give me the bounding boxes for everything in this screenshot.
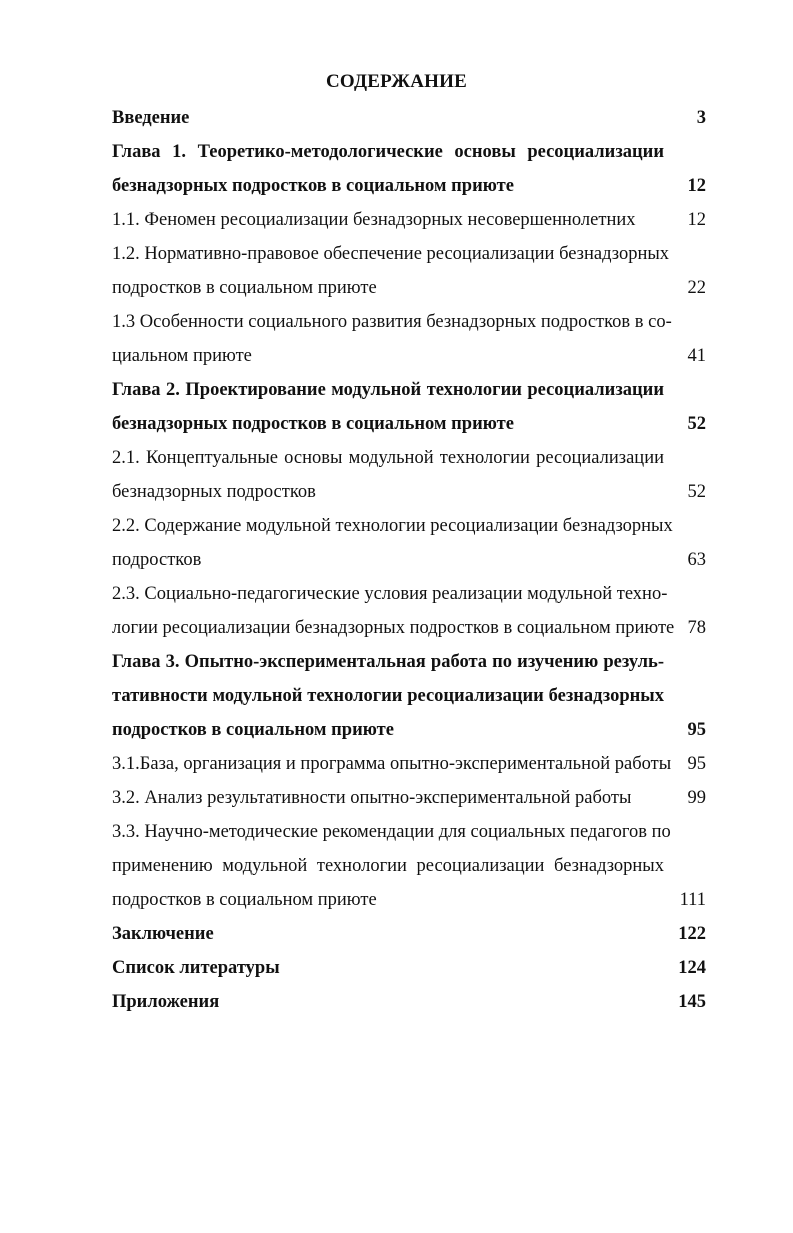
toc-page-number: 63: [687, 550, 706, 570]
toc-entry: [112, 577, 706, 645]
toc-entry-line: 2.1. Концептуальные основы модульной технологии ресоциализации: [112, 448, 664, 468]
toc-entry-line: 3.1.База, организация и программа опытно-экспериментальной работы: [112, 754, 672, 774]
toc-page-number: 95: [687, 754, 706, 774]
toc-entry-line: 3.3. Научно-методические рекомендации для социальных педагогов по: [112, 822, 671, 842]
toc-entry: [112, 305, 706, 373]
toc-page-number: 95: [687, 720, 706, 740]
toc-entry: [112, 917, 706, 951]
page-title: СОДЕРЖАНИЕ: [326, 71, 467, 92]
toc-entry-line: тативности модульной технологии ресоциализации безнадзорных: [112, 686, 664, 706]
toc-entry-line: подростков в социальном приюте: [112, 890, 377, 910]
toc-page-number: 52: [687, 482, 706, 502]
toc-entry-line: Заключение: [112, 924, 214, 944]
toc-entry-line: Список литературы: [112, 958, 280, 978]
toc-entry: [112, 781, 706, 815]
toc-page-number: 41: [687, 346, 706, 366]
toc-page-number: 12: [687, 210, 706, 230]
toc-entry-line: Глава 1. Теоретико-методологические основы ресоциализации: [112, 142, 664, 162]
toc-page-number: 145: [678, 992, 706, 1012]
toc-entry: [112, 985, 706, 1019]
toc-entry: [112, 237, 706, 305]
toc-page-number: 122: [678, 924, 706, 944]
toc-entry: [112, 509, 706, 577]
toc-page-number: 78: [687, 618, 706, 638]
toc-entry-line: 1.1. Феномен ресоциализации безнадзорных несовершеннолетних: [112, 210, 636, 230]
toc-entry-line: безнадзорных подростков: [112, 482, 316, 502]
toc-page-number: 99: [687, 788, 706, 808]
toc-entry-line: Глава 2. Проектирование модульной технологии ресоциализации: [112, 380, 664, 400]
toc-page-number: 124: [678, 958, 706, 978]
toc-entry: [112, 135, 706, 203]
toc-page-number: 52: [687, 414, 706, 434]
toc-entry: [112, 951, 706, 985]
toc-entry-line: логии ресоциализации безнадзорных подростков в социальном приюте: [112, 618, 675, 638]
toc-entry-line: 1.3 Особенности социального развития безнадзорных подростков в со-: [112, 312, 672, 332]
toc-entry-line: подростков в социальном приюте: [112, 278, 377, 298]
toc-entry-line: безнадзорных подростков в социальном приюте: [112, 176, 514, 196]
toc-entry: [112, 373, 706, 441]
toc-entry-line: 2.2. Содержание модульной технологии ресоциализации безнадзорных: [112, 516, 673, 536]
toc-page-number: 3: [696, 108, 706, 128]
toc-entry-line: Введение: [112, 108, 190, 128]
toc-page-number: 22: [687, 278, 706, 298]
toc-entry-line: 2.3. Социально-педагогические условия реализации модульной техно-: [112, 584, 668, 604]
toc-entry-line: 1.2. Нормативно-правовое обеспечение ресоциализации безнадзорных: [112, 244, 670, 264]
toc-entry: [112, 441, 706, 509]
toc-entry: [112, 203, 706, 237]
toc-entry: [112, 645, 706, 747]
toc-entry-line: безнадзорных подростков в социальном приюте: [112, 414, 514, 434]
toc-entry: [112, 747, 706, 781]
toc-entry-line: применению модульной технологии ресоциализации безнадзорных: [112, 856, 664, 876]
toc-entry: [112, 101, 706, 135]
toc-entry: [112, 815, 706, 917]
table-of-contents: [112, 101, 706, 1019]
toc-entry-line: 3.2. Анализ результативности опытно-экспериментальной работы: [112, 788, 632, 808]
toc-entry-line: Приложения: [112, 992, 220, 1012]
toc-entry-line: подростков: [112, 550, 202, 570]
toc-page-number: 111: [679, 890, 706, 910]
toc-entry-line: подростков в социальном приюте: [112, 720, 394, 740]
toc-entry-line: циальном приюте: [112, 346, 252, 366]
toc-entry-line: Глава 3. Опытно-экспериментальная работа по изучению резуль-: [112, 652, 664, 672]
toc-page-number: 12: [687, 176, 706, 196]
